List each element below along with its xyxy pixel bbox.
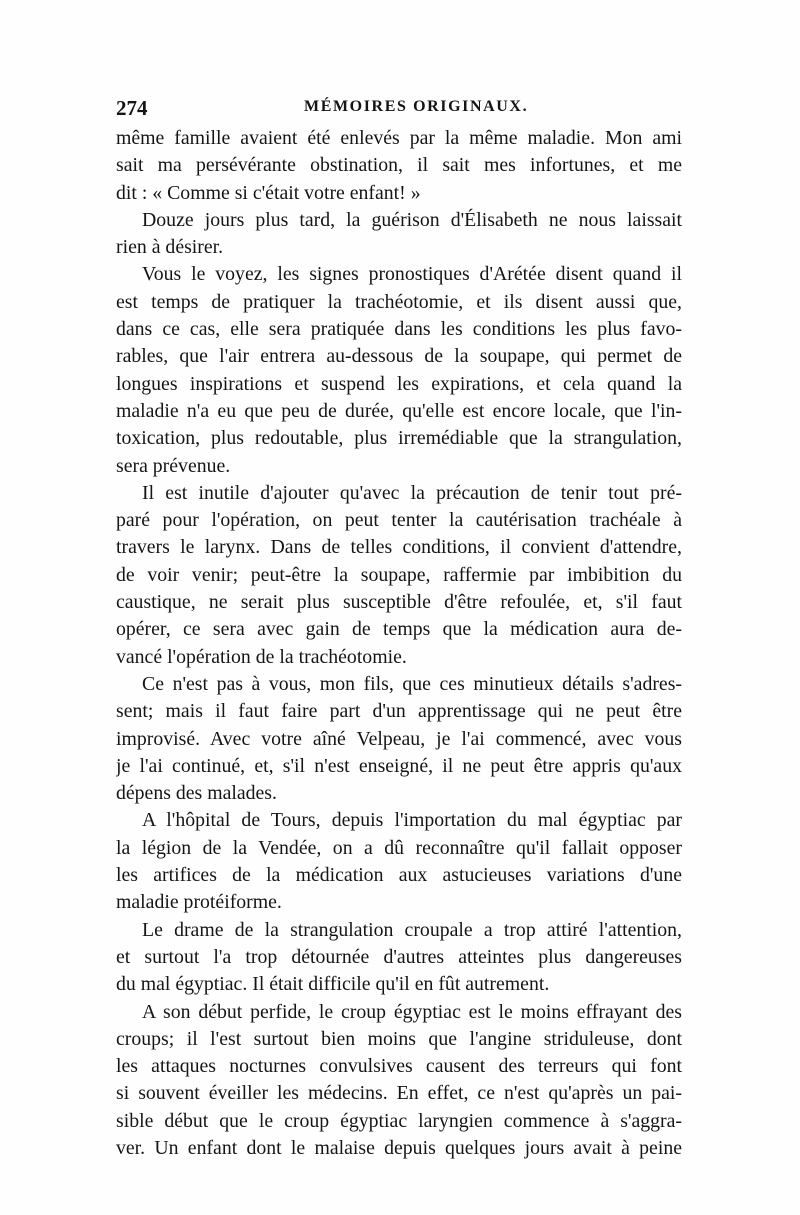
text-line: improvisé. Avec votre aîné Velpeau, je l'ai commencé, avec vous (116, 727, 682, 750)
text-line: caustique, ne serait plus susceptible d'être refoulée, et, s'il faut (116, 591, 682, 614)
text-line: je l'ai continué, et, s'il n'est enseigné, il ne peut être appris qu'aux (116, 754, 682, 777)
text-line: A l'hôpital de Tours, depuis l'importation du mal égyptiac par (142, 809, 682, 832)
text-line: Vous le voyez, les signes pronostiques d'Arétée disent quand il (142, 263, 682, 286)
text-line: Douze jours plus tard, la guérison d'Élisabeth ne nous laissait (142, 208, 682, 231)
page-header (116, 96, 682, 122)
body-text (116, 125, 682, 1162)
text-line: les attaques nocturnes convulsives causent des terreurs qui font (116, 1055, 682, 1078)
text-line: Le drame de la strangulation croupale a trop attiré l'attention, (142, 918, 682, 941)
text-line: sent; mais il faut faire part d'un apprentissage qui ne peut être (116, 700, 682, 723)
text-line: si souvent éveiller les médecins. En effet, ce n'est qu'après un pai- (116, 1082, 682, 1105)
text-line: toxication, plus redoutable, plus irremédiable que la strangulation, (116, 427, 682, 450)
text-line: dit : « Comme si c'était votre enfant! » (116, 181, 421, 204)
text-line: rien à désirer. (116, 236, 224, 259)
text-line: paré pour l'opération, on peut tenter la cautérisation trachéale à (116, 509, 682, 532)
text-line: opérer, ce sera avec gain de temps que la médication aura de- (116, 618, 682, 641)
text-line: maladie n'a eu que peu de durée, qu'elle est encore locale, que l'in- (116, 399, 682, 422)
text-line: Il est inutile d'ajouter qu'avec la précaution de tenir tout pré- (142, 481, 682, 504)
text-line: sera prévenue. (116, 454, 231, 477)
text-line: vancé l'opération de la trachéotomie. (116, 645, 407, 668)
text-line: dans ce cas, elle sera pratiquée dans les conditions les plus favo- (116, 318, 682, 341)
text-line: même famille avaient été enlevés par la même maladie. Mon ami (116, 127, 682, 149)
text-line: est temps de pratiquer la trachéotomie, et ils disent aussi que, (116, 290, 682, 313)
text-line: du mal égyptiac. Il était difficile qu'il en fût autrement. (116, 973, 550, 996)
text-line: Ce n'est pas à vous, mon fils, que ces minutieux détails s'adres- (142, 672, 682, 695)
text-line: ver. Un enfant dont le malaise depuis quelques jours avait à peine (116, 1136, 682, 1159)
running-title: MÉMOIRES ORIGINAUX. (304, 98, 529, 115)
text-line: la légion de la Vendée, on a dû reconnaître qu'il fallait opposer (116, 836, 682, 859)
text-line: rables, que l'air entrera au-dessous de la soupape, qui permet de (116, 345, 682, 368)
text-line: croups; il l'est surtout bien moins que l'angine striduleuse, dont (116, 1027, 682, 1050)
text-line: maladie protéiforme. (116, 891, 282, 914)
page-number: 274 (116, 96, 148, 120)
text-line: travers le larynx. Dans de telles conditions, il convient d'attendre, (116, 536, 682, 559)
text-line: longues inspirations et suspend les expirations, et cela quand la (116, 372, 682, 395)
text-line: dépens des malades. (116, 782, 277, 805)
text-line: A son début perfide, le croup égyptiac est le moins effrayant des (142, 1000, 682, 1023)
text-line: les artifices de la médication aux astucieuses variations d'une (116, 864, 682, 887)
text-line: et surtout l'a trop détournée d'autres atteintes plus dangereuses (116, 945, 682, 968)
text-line: sait ma persévérante obstination, il sait mes infortunes, et me (116, 154, 682, 177)
text-line: sible début que le croup égyptiac laryngien commence à s'aggra- (116, 1109, 682, 1132)
text-line: de voir venir; peut-être la soupape, raffermie par imbibition du (116, 563, 682, 586)
